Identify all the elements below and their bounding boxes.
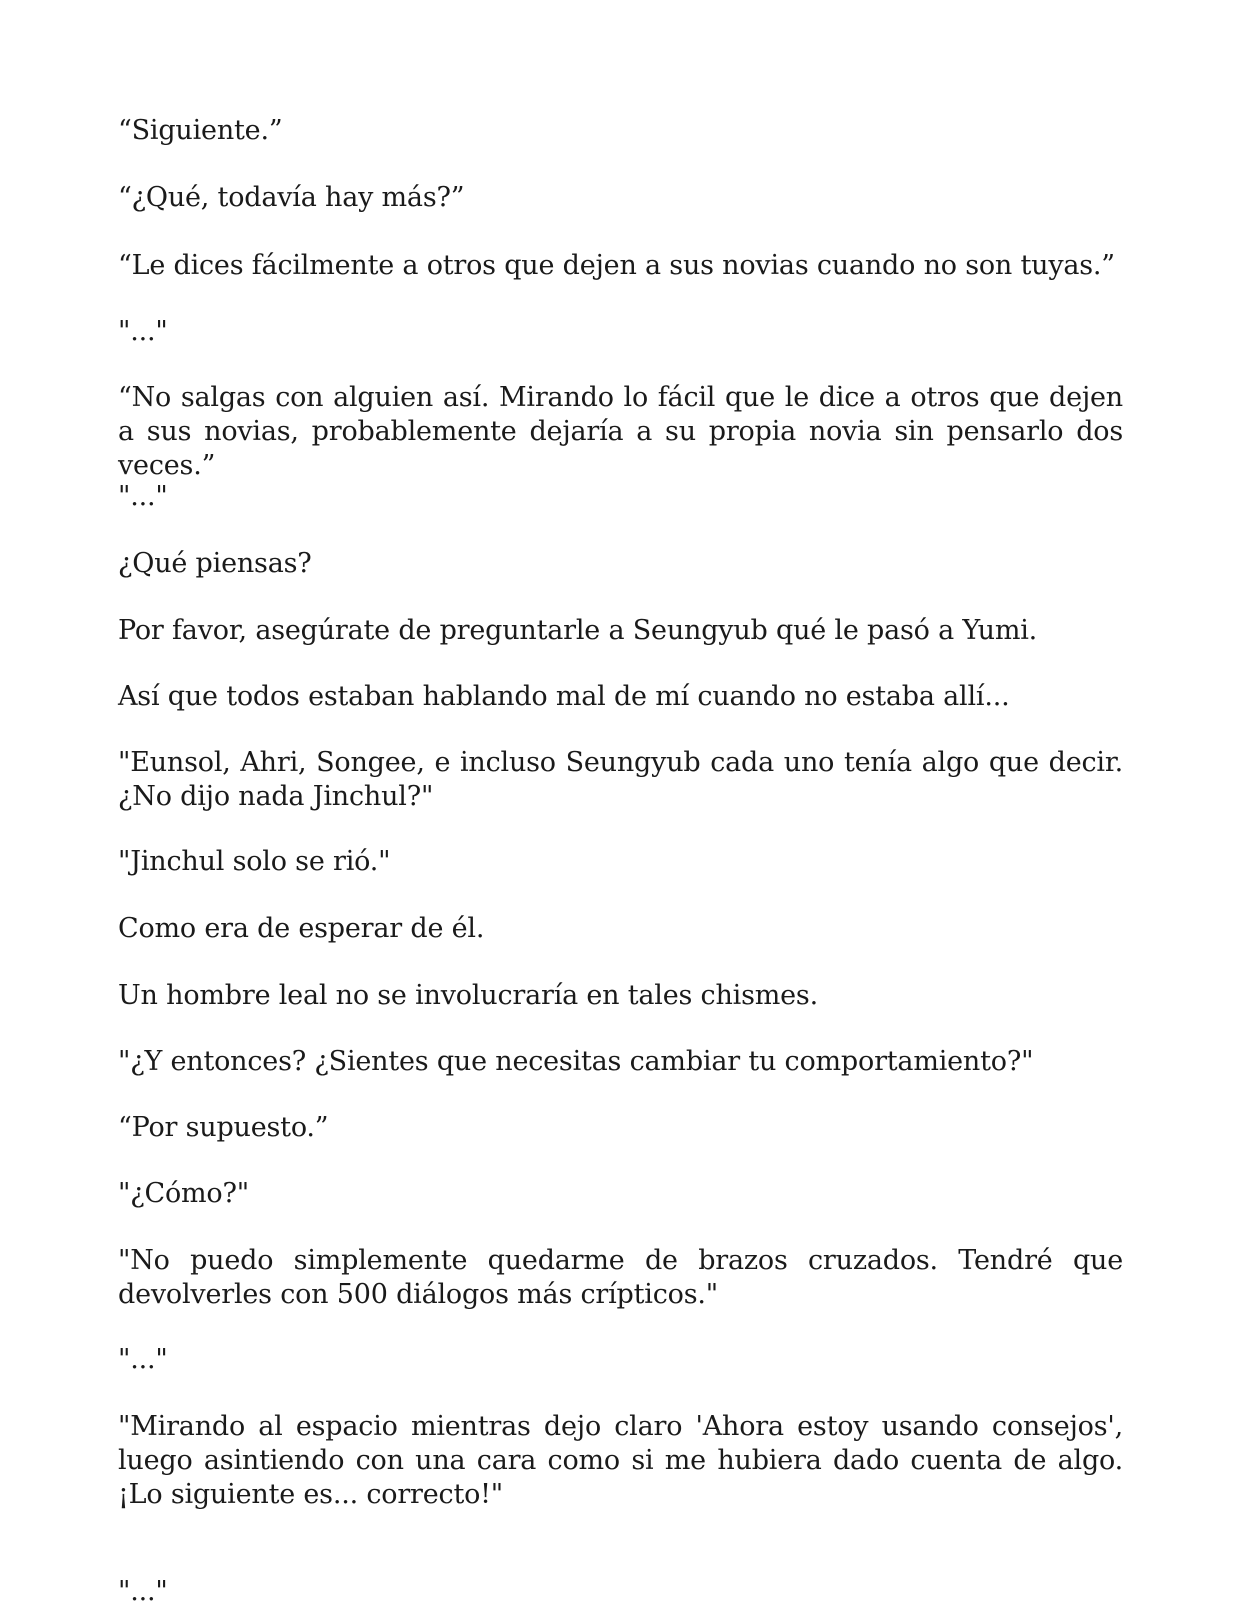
paragraph: "..." [118,1344,168,1375]
paragraph: "Eunsol, Ahri, Songee, e incluso Seungyub cada uno tenía algo que decir. ¿No dijo nada Jinchul?" [118,747,1123,812]
paragraph: "¿Cómo?" [118,1178,249,1209]
paragraph: "¿Y entonces? ¿Sientes que necesitas cambiar tu comportamiento?" [118,1046,1034,1077]
paragraph: “¿Qué, todavía hay más?” [118,182,465,213]
paragraph: "No puedo simplemente quedarme de brazos cruzados. Tendré que devolverles con 500 diálogos más crípticos." [118,1245,1123,1310]
paragraph: “No salgas con alguien así. Mirando lo fácil que le dice a otros que dejen a sus novias, probablemente dejaría a su propia novia sin pensarlo dos veces.” [118,382,1123,481]
paragraph: “Siguiente.” [118,115,283,146]
paragraph: “Le dices fácilmente a otros que dejen a sus novias cuando no son tuyas.” [118,250,1115,281]
paragraph: "Jinchul solo se rió." [118,846,391,877]
paragraph: Como era de esperar de él. [118,913,485,944]
paragraph: "..." [118,316,168,347]
paragraph: Así que todos estaban hablando mal de mí cuando no estaba allí... [118,681,1010,712]
paragraph: ¿Qué piensas? [118,548,312,579]
paragraph: "Mirando al espacio mientras dejo claro 'Ahora estoy usando consejos', luego asintiendo con una cara como si me hubiera dado cuenta de algo. ¡Lo siguiente es... correcto!" [118,1411,1123,1510]
paragraph: "..." [118,481,168,512]
paragraph: “Por supuesto.” [118,1112,329,1143]
paragraph: Un hombre leal no se involucraría en tales chismes. [118,980,818,1011]
paragraph: "..." [118,1576,168,1607]
paragraph: Por favor, asegúrate de preguntarle a Seungyub qué le pasó a Yumi. [118,615,1038,646]
